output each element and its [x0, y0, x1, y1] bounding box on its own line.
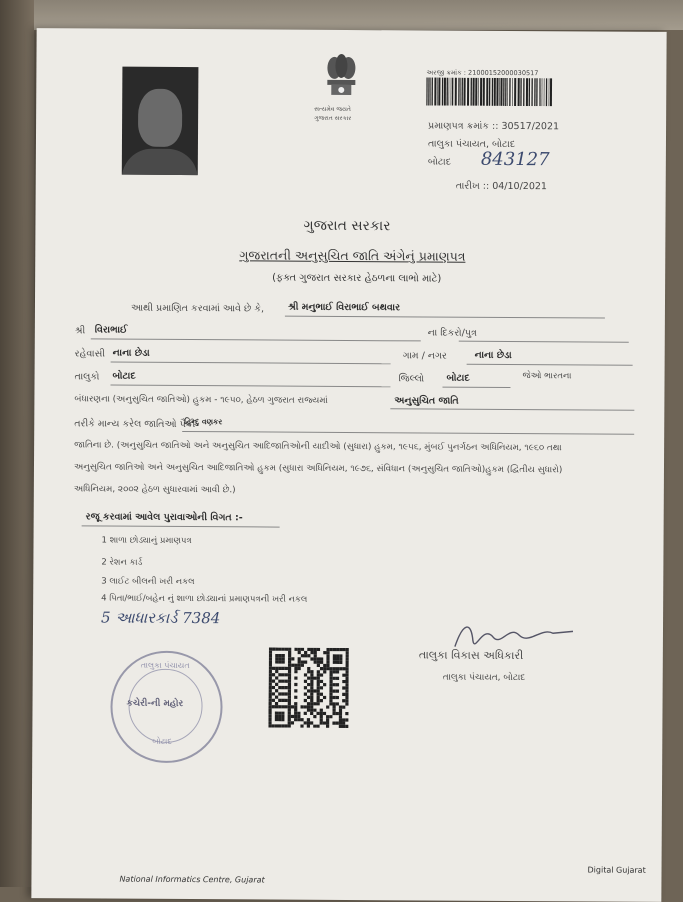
- document-item: 4 પિતા/ભાઈ/બહેન નું શાળા છોડ્યાનાં પ્રમાણપત્રની ખરી નકલ: [101, 593, 308, 605]
- document-item: 2 રેશન કાર્ડ: [101, 557, 143, 568]
- which-india-text: જેઓ ભારતના: [522, 371, 572, 382]
- shri-label: શ્રી: [74, 325, 86, 337]
- resident-label: રહેવાસી: [74, 348, 106, 360]
- nic-footer: National Informatics Centre, Gujarat: [119, 874, 265, 885]
- application-number: અરજી ક્રમાંક : 21000152000030517: [426, 68, 539, 78]
- stamp-ring-bottom: બોટાદ: [152, 736, 172, 746]
- emblem-caption: સત્યમેવ જયતે: [314, 105, 351, 114]
- caste-value: હિન્દુ વણકર: [184, 416, 223, 427]
- officer-office: તાલુકા પંચાયત, બોટાદ: [442, 672, 526, 684]
- taluka-label: તાલુકો: [74, 371, 100, 383]
- certificate-page: [31, 28, 666, 902]
- qr-code: [268, 648, 348, 728]
- handwritten-number: 843127: [480, 148, 550, 171]
- stamp-text: કચેરી-ની મહોર: [126, 698, 184, 709]
- issue-date: તારીખ :: 04/10/2021: [455, 180, 548, 193]
- issuing-office: તાલુકા પંચાયત, બોટાદ: [427, 138, 516, 151]
- village-name-2: નાના છેડા: [474, 349, 512, 361]
- village-name: નાના છેડા: [112, 347, 150, 359]
- barcode: [426, 77, 554, 106]
- district-label: જિલ્લો: [398, 373, 425, 385]
- document-item: 3 લાઈટ બીલની ખરી નકલ: [101, 576, 195, 588]
- legal-paragraph-line-2: અનુસુચિત જાતિઓ અને અનુસુચિત આદિજાતિઓ હુકમ (સુધારા અધિનિયમ, ૧૯૭૬, સંવિધાન (અનુસુચિત જાતિઓ)હુકમ (દ્વિતીય સુધારો): [73, 462, 563, 476]
- taluka-value: બોટાદ: [112, 370, 136, 382]
- certify-text: આથી પ્રમાણિત કરવામાં આવે છે કે,: [130, 302, 265, 315]
- certificate-note: (ફક્ત ગુજરાત સરકાર હેઠળના લાભો માટે): [272, 272, 442, 285]
- legal-paragraph-line-1: જાતિના છે. (અનુસુચિત જાતિઓ અને અનુસુચિત આદિજાતિઓની યાદીઓ (સુધારા) હુકમ, ૧૯૫૬, મુંબઈ પુનર્ગઠન અધિનિયમ, ૧૯૬૦ તથા: [74, 440, 562, 454]
- district-value: બોટાદ: [446, 372, 470, 384]
- emblem-caption-govt: ગુજરાત સરકાર: [314, 114, 352, 123]
- village-town-label: ગામ / નગર: [402, 350, 447, 362]
- certificate-title: ગુજરાતની અનુસુચિત જાતિ અંગેનું પ્રમાણપત્ર: [239, 247, 466, 264]
- documents-heading: રજૂ કરવામાં આવેલ પુરાવાઓની વિગત :-: [85, 511, 243, 524]
- govt-heading: ગુજરાત સરકાર: [303, 217, 391, 235]
- document-item: 1 શાળા છોડ્યાનું પ્રમાણપત્ર: [101, 535, 192, 547]
- digital-gujarat-footer: Digital Gujarat: [587, 865, 646, 875]
- son-of-label: ના દિકરો/પુત્ર: [427, 327, 477, 339]
- applicant-photo: [122, 67, 199, 175]
- background-left: [0, 0, 34, 887]
- applicant-name: શ્રી મનુભાઈ વિરાભાઈ બથવાર: [287, 301, 401, 314]
- office-stamp: [110, 651, 223, 764]
- certificate-number: પ્રમાણપત્ર ક્રમાંક :: 30517/2021: [428, 120, 560, 133]
- stamp-ring-top: તાલુકા પંચાયત: [140, 660, 190, 671]
- issuing-office-city: બોટાદ: [427, 156, 452, 168]
- officer-title: તાલુકા વિકાસ અધિકારી: [418, 648, 524, 663]
- father-name: વિરાભાઈ: [94, 324, 128, 336]
- constitution-text: બંધારણના (અનુસુચિત જાતિઓ) હુકમ - ૧૯૫૦, હેઠળ ગુજરાત રાજ્યમાં: [74, 394, 328, 406]
- recognized-text: તરીકે માન્ય કરેલ જાતિઓ પૈકી: [74, 418, 196, 431]
- category-value: અનુસુચિત જાતિ: [394, 395, 459, 407]
- handwritten-reference: 5 આધારકાર્ડ 7384: [101, 608, 221, 628]
- background-top: [0, 0, 683, 30]
- legal-paragraph-line-3: અધિનિયમ, ૨૦૦૨ હેઠળ સુધારવામાં આવી છે.): [73, 484, 236, 496]
- state-emblem-icon: [319, 52, 363, 104]
